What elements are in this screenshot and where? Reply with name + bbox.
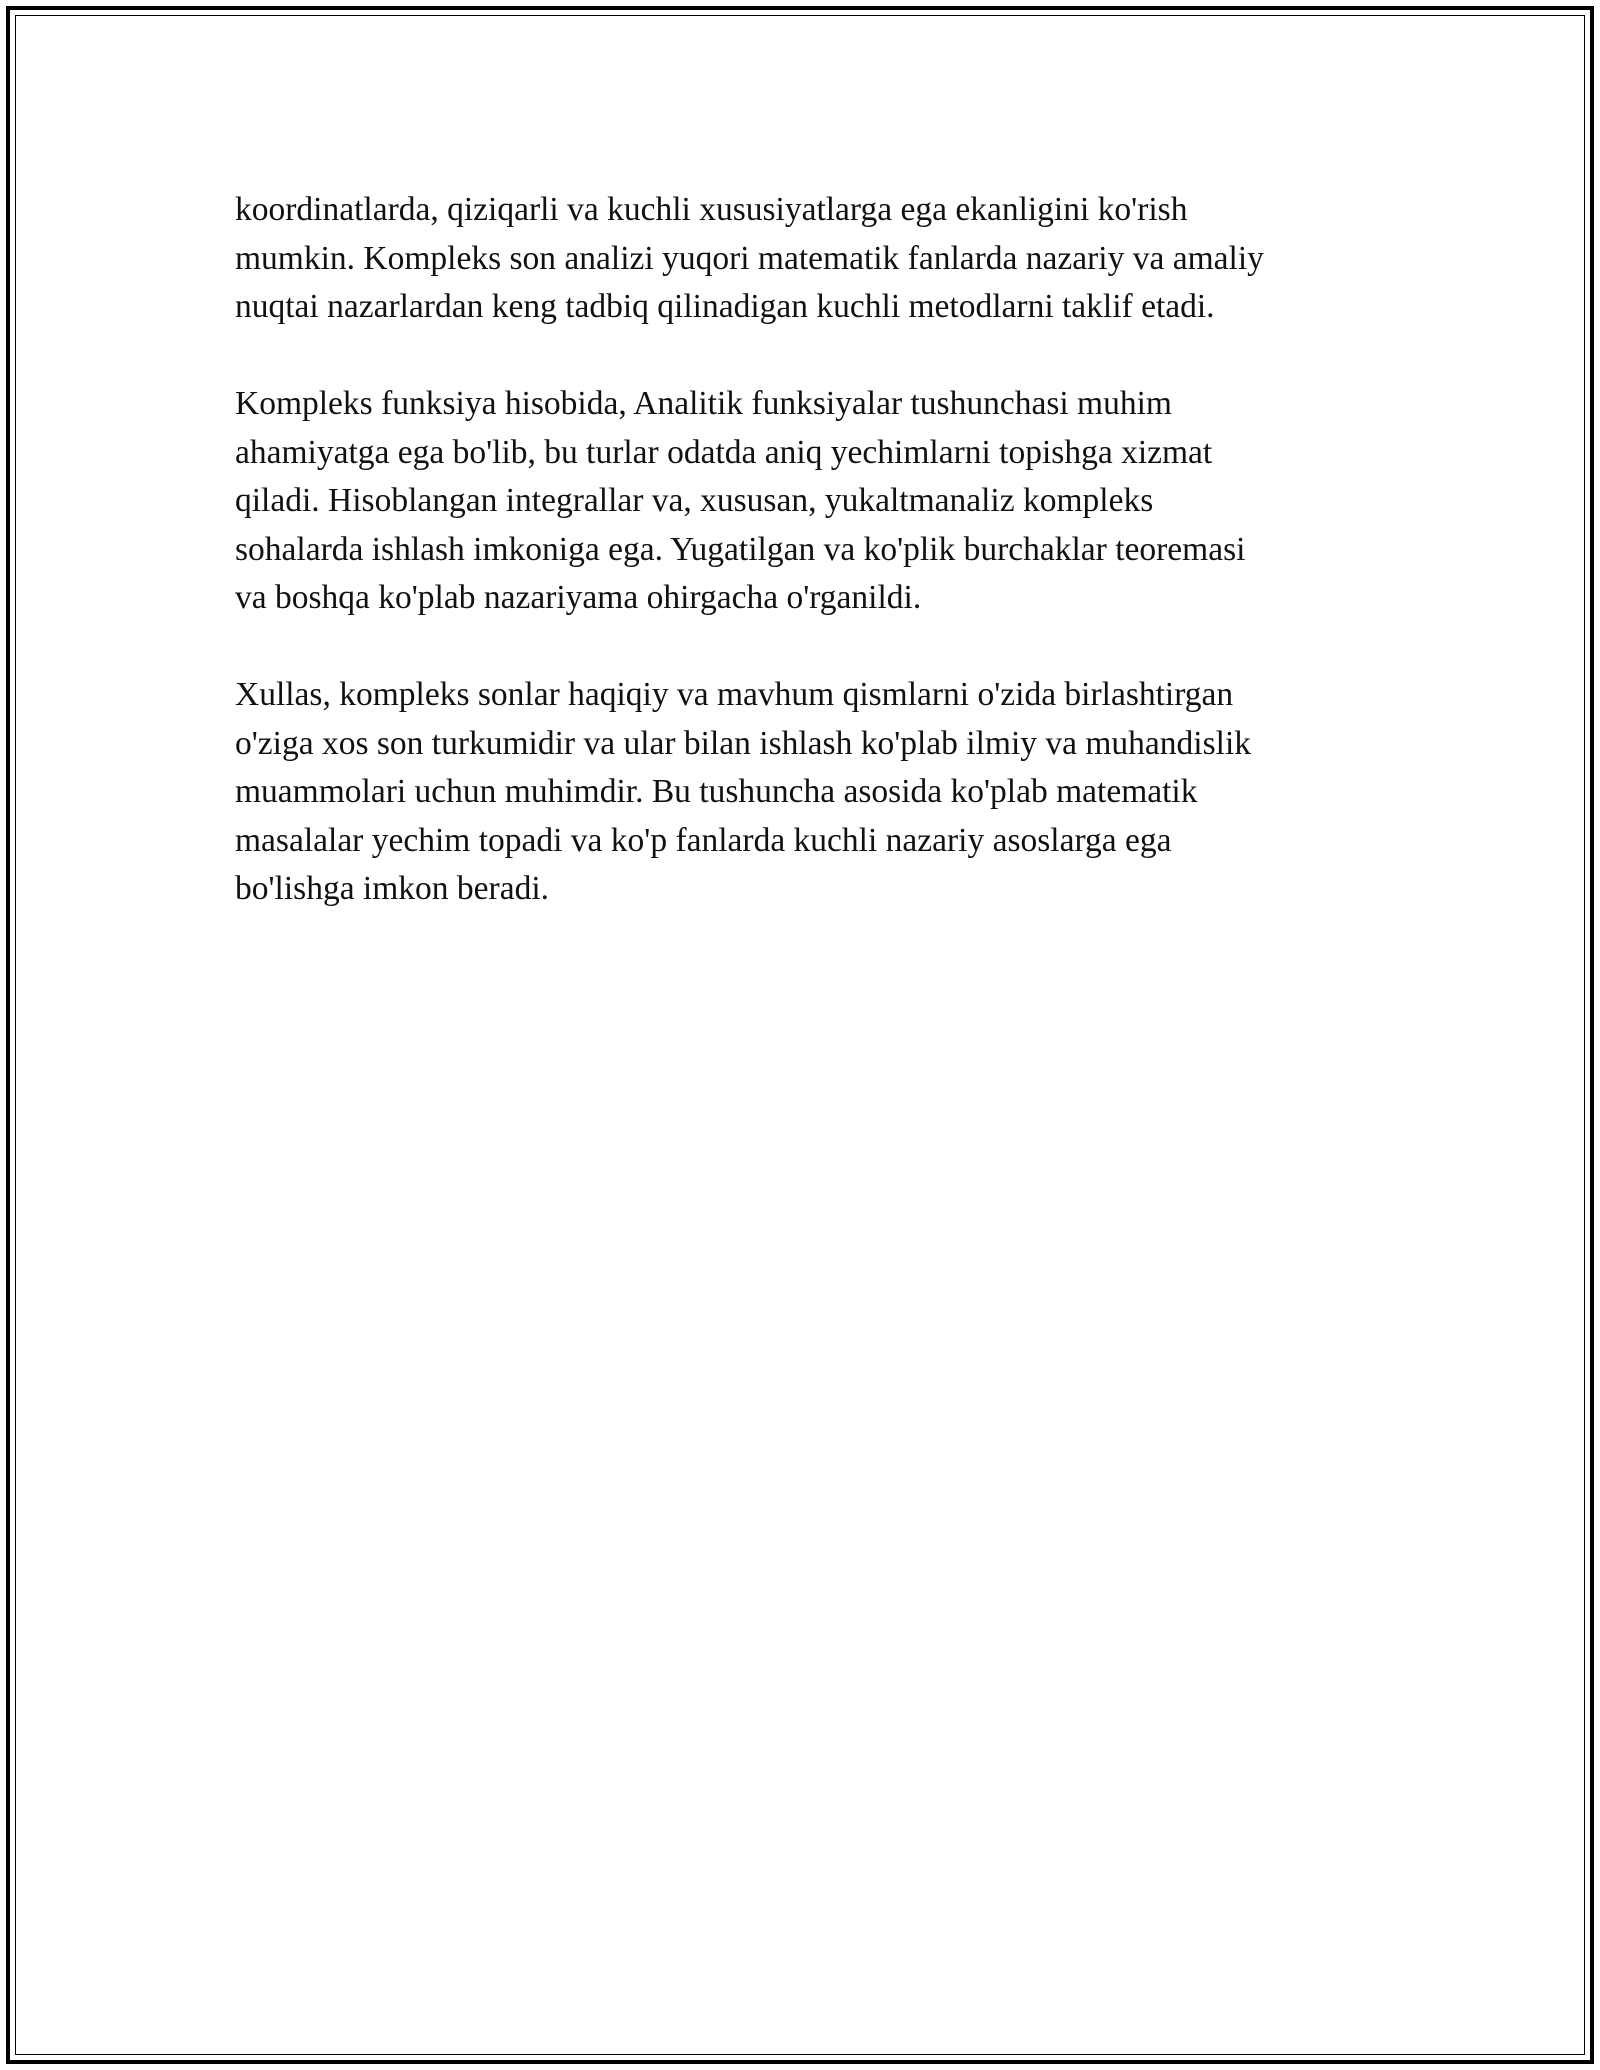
document-body — [235, 186, 1415, 962]
paragraph-3: Xullas, kompleks sonlar haqiqiy va mavhum qismlarni o'zida birlashtirgan o'ziga xos son turkumidir va ular bilan ishlash ko'plab ilmiy va muhandislik muammolari uchun muhimdir. Bu tushuncha asosida ko'plab matematik masalalar yechim topadi va ko'p fanlarda kuchli nazariy asoslarga ega bo'lishga imkon beradi. — [235, 676, 1252, 907]
paragraph-1: koordinatlarda, qiziqarli va kuchli xususiyatlarga ega ekanligini ko'rish mumkin. Kompleks son analizi yuqori matematik fanlarda nazariy va amaliy nuqtai nazarlardan keng tadbiq qilinadigan kuchli metodlarni taklif etadi. — [235, 191, 1264, 325]
paragraph-2: Kompleks funksiya hisobida, Analitik funksiyalar tushunchasi muhim ahamiyatga ega bo'lib, bu turlar odatda aniq yechimlarni topishga xizmat qiladi. Hisoblangan integrallar va, xususan, yukaltmanaliz kompleks sohalarda ishlash imkoniga ega. Yugatilgan va ko'plik burchaklar teoremasi va boshqa ko'plab nazariyama ohirgacha o'rganildi. — [235, 385, 1246, 616]
